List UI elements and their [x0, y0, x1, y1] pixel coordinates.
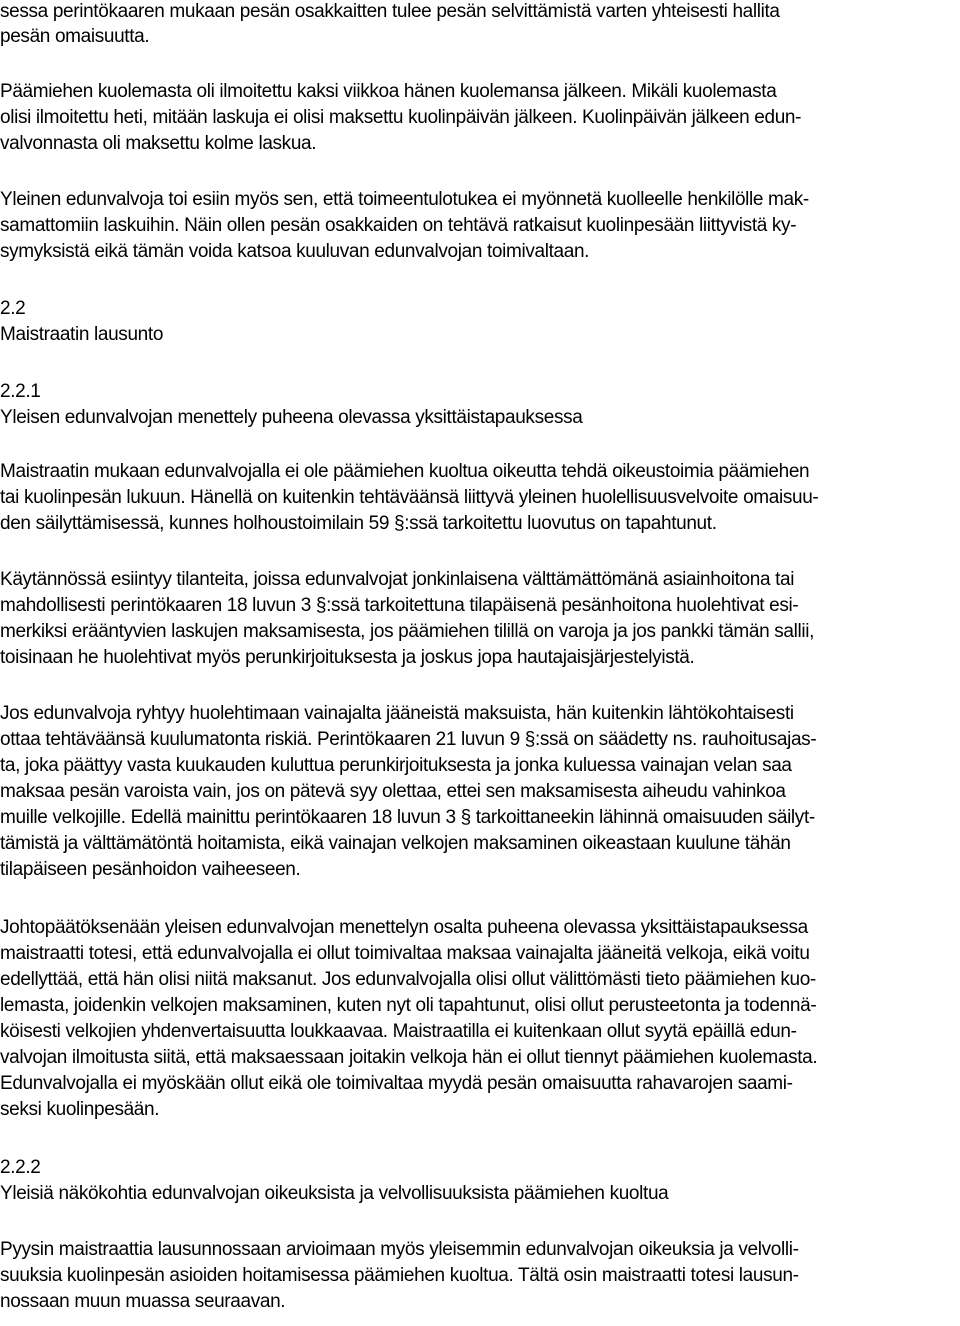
section-number: 2.2.1 — [0, 381, 41, 402]
text-line: köisesti velkojien yhdenvertaisuutta loukkaavaa. Maistraatilla ei kuitenkaan ollut syytä epäillä edun- — [0, 1021, 797, 1042]
section-title: Yleisen edunvalvojan menettely puheena olevassa yksittäistapauksessa — [0, 407, 583, 428]
text-line: Edunvalvojalla ei myöskään ollut eikä ole toimivaltaa myydä pesän omaisuutta rahavarojen saami- — [0, 1073, 793, 1094]
text-line: Yleinen edunvalvoja toi esiin myös sen, että toimeentulotukea ei myönnetä kuolleelle henkilölle mak- — [0, 189, 809, 210]
text-line: tai kuolinpesän lukuun. Hänellä on kuitenkin tehtäväänsä liittyvä yleinen huolellisuusvelvoite omaisuu- — [0, 487, 819, 508]
text-line: toisinaan he huolehtivat myös perunkirjoituksesta ja joskus jopa hautajaisjärjestelyistä. — [0, 647, 695, 668]
section-number: 2.2.2 — [0, 1157, 41, 1178]
section-title: Yleisiä näkökohtia edunvalvojan oikeuksista ja velvollisuuksista päämiehen kuoltua — [0, 1183, 669, 1204]
text-line: mahdollisesti perintökaaren 18 luvun 3 §:ssä tarkoitettuna tilapäisenä pesänhoitona huolehtivat esi- — [0, 595, 799, 616]
text-line: tämistä ja välttämätöntä hoitamista, eikä vainajan velkojen maksaminen oikeastaan kuulune tähän — [0, 833, 791, 854]
text-line: den säilyttämisessä, kunnes holhoustoimilain 59 §:ssä tarkoitettu luovutus on tapahtunut. — [0, 513, 717, 534]
text-line: samattomiin laskuihin. Näin ollen pesän osakkaiden on tehtävä ratkaisut kuolinpesään liittyvistä ky- — [0, 215, 797, 236]
text-line: maksaa pesän varoista vain, jos on pätevä syy olettaa, ettei sen maksamisesta aiheudu vahinkoa — [0, 781, 786, 802]
text-line: tilapäiseen pesänhoidon vaiheeseen. — [0, 859, 301, 880]
text-line: ta, joka päättyy vasta kuukauden kuluttua perunkirjoituksesta ja jonka kuluessa vainajan velan saa — [0, 755, 792, 776]
text-line: sessa perintökaaren mukaan pesän osakkaitten tulee pesän selvittämistä varten yhteisesti hallita — [0, 1, 780, 22]
text-line: ottaa tehtäväänsä kuulumatonta riskiä. Perintökaaren 21 luvun 9 §:ssä on säädetty ns. rauhoitusajas- — [0, 729, 817, 750]
text-line: valvonnasta oli maksettu kolme laskua. — [0, 133, 317, 154]
text-line: muille velkojille. Edellä mainittu perintökaaren 18 luvun 3 § tarkoittaneekin lähinnä omaisuuden säilyt- — [0, 807, 815, 828]
text-line: suuksia kuolinpesän asioiden hoitamisessa päämiehen kuoltua. Tältä osin maistraatti totesi lausun- — [0, 1265, 799, 1286]
text-line: pesän omaisuutta. — [0, 26, 150, 47]
text-line: maistraatti totesi, että edunvalvojalla ei ollut toimivaltaa maksaa vainajalta jääneitä velkoja, eikä voitu — [0, 943, 810, 964]
text-line: Jos edunvalvoja ryhtyy huolehtimaan vainajalta jääneistä maksuista, hän kuitenkin lähtökohtaisesti — [0, 703, 794, 724]
section-number: 2.2 — [0, 298, 26, 319]
text-line: olisi ilmoitettu heti, mitään laskuja ei olisi maksettu kuolinpäivän jälkeen. Kuolinpäivän jälkeen edun- — [0, 107, 802, 128]
text-line: Käytännössä esiintyy tilanteita, joissa edunvalvojat jonkinlaisena välttämättömänä asiainhoitona tai — [0, 569, 795, 590]
text-line: Johtopäätöksenään yleisen edunvalvojan menettelyn osalta puheena olevassa yksittäistapauksessa — [0, 917, 808, 938]
text-line: edellyttää, että hän olisi niitä maksanut. Jos edunvalvojalla olisi ollut välittömästi tieto päämiehen kuo- — [0, 969, 816, 990]
text-line: nossaan muun muassa seuraavan. — [0, 1291, 286, 1312]
text-line: symyksistä eikä tämän voida katsoa kuuluvan edunvalvojan toimivaltaan. — [0, 241, 590, 262]
text-line: seksi kuolinpesään. — [0, 1099, 160, 1120]
text-line: valvojan ilmoitusta siitä, että maksaessaan joitakin velkoja hän ei ollut tiennyt päämiehen kuolemasta. — [0, 1047, 818, 1068]
text-line: merkiksi erääntyvien laskujen maksamisesta, jos päämiehen tilillä on varoja ja jos pankki tämän sallii, — [0, 621, 815, 642]
text-line: Pyysin maistraattia lausunnossaan arvioimaan myös yleisemmin edunvalvojan oikeuksia ja velvolli- — [0, 1239, 799, 1260]
section-title: Maistraatin lausunto — [0, 324, 164, 345]
text-line: Maistraatin mukaan edunvalvojalla ei ole päämiehen kuoltua oikeutta tehdä oikeustoimia päämiehen — [0, 461, 810, 482]
text-line: lemasta, joidenkin velkojen maksaminen, kuten nyt oli tapahtunut, olisi ollut perusteetonta ja todennä- — [0, 995, 817, 1016]
text-line: Päämiehen kuolemasta oli ilmoitettu kaksi viikkoa hänen kuolemansa jälkeen. Mikäli kuolemasta — [0, 81, 777, 102]
